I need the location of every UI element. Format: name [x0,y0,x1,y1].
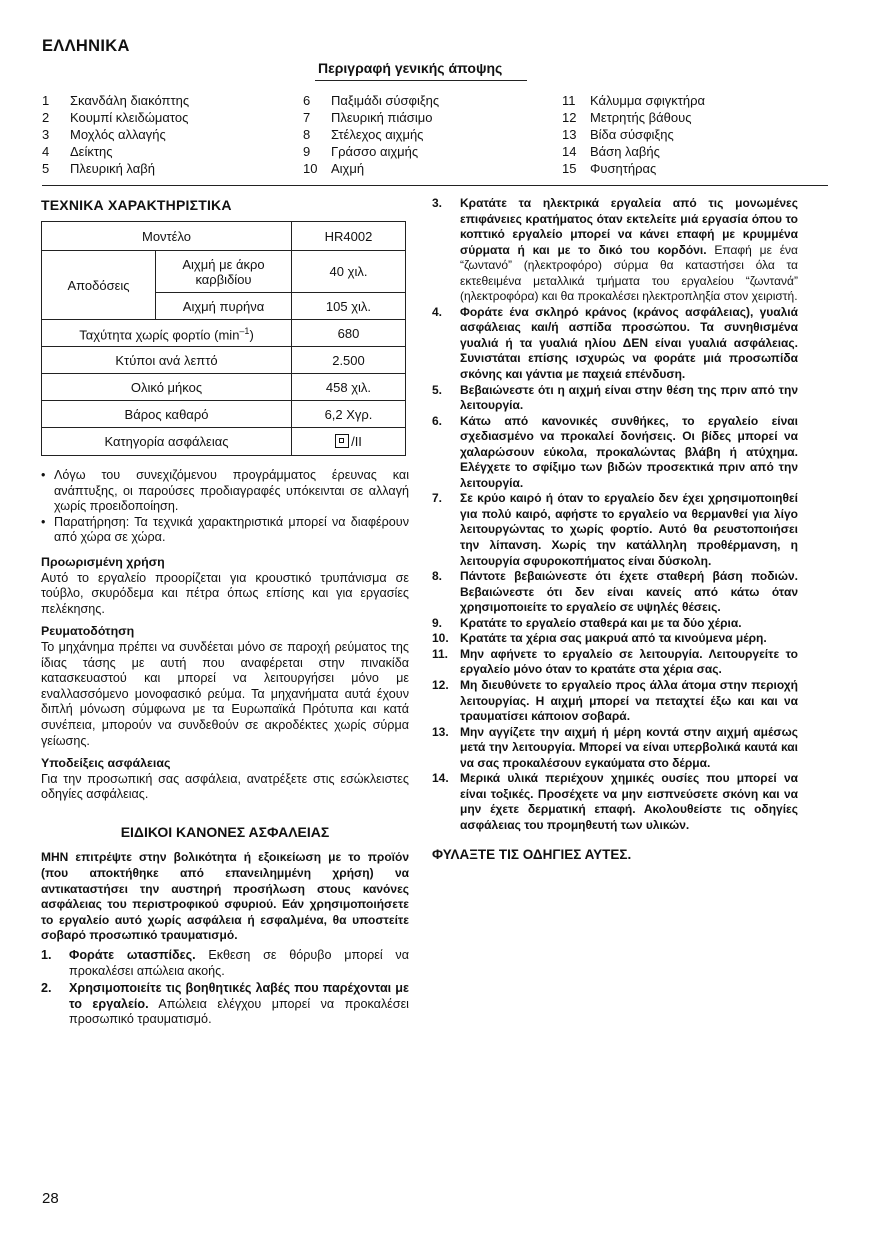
note-text: Παρατήρηση: Τα τεχνικά χαρακτηριστικά μπορεί να διαφέρουν από χώρα σε χώρα. [54,514,409,545]
part-label: Πλευρική λαβή [70,161,155,176]
list-item [432,725,798,772]
parts-column-1 [42,92,189,177]
parts-column-2 [303,92,439,177]
part-number: 15 [562,161,577,176]
list-item [562,92,705,109]
left-column [41,196,409,1028]
no-load-speed-value: 680 [292,320,406,347]
part-label: Πλευρική πιάσιμο [331,110,433,125]
part-label: Στέλεχος αιχμής [331,127,424,142]
rule-number: 4. [432,304,443,319]
part-number: 6 [303,93,311,108]
part-label: Βάση λαβής [590,144,660,159]
list-item [41,948,409,979]
list-item [42,92,189,109]
rule-text: Βεβαιώνεστε ότι η αιχμή είναι στην θέση της πριν από την λειτουργία. [460,382,798,413]
parts-column-3 [562,92,705,177]
safety-tips-text: Για την προσωπική σας ασφάλεια, ανατρέξετε στις εσώκλειστες οδηγίες ασφάλειας. [41,771,409,802]
rule-number: 12. [432,677,449,692]
rule-number: 10. [432,631,449,646]
table-row [42,428,406,456]
section-divider [42,185,828,186]
list-item [562,143,705,160]
list-item [432,383,798,414]
language-heading: ΕΛΛΗΝΙΚΑ [42,37,130,55]
rule-bold: Φοράτε ωτασπίδες. [69,948,196,963]
safety-class-text: /II [351,434,362,449]
note-text: Λόγω του συνεχιζόμενου προγράμματος έρευνας και ανάπτυξης, οι παρούσες προδιαγραφές υπόκεινται σε αλλαγή χωρίς προειδοποίηση. [54,468,409,514]
rule-text [69,981,409,1028]
table-row [42,222,406,251]
part-label: Μοχλός αλλαγής [70,127,166,142]
notes [41,468,409,546]
part-label: Αιχμή [331,161,365,176]
list-item [41,468,409,515]
list-item [432,678,798,725]
part-label: Γράσσο αιχμής [331,144,419,159]
list-item [42,109,189,126]
right-column [432,196,798,863]
part-number: 12 [562,110,577,125]
part-number: 10 [303,161,318,176]
rule-text: Κρατάτε το εργαλείο σταθερά και με τα δύο χέρια. [460,615,742,630]
list-item [432,414,798,492]
part-number: 11 [562,93,576,108]
no-load-text: Ταχύτητα χωρίς φορτίο (min [79,327,240,343]
list-item [432,771,798,833]
length-label: Ολικό μήκος [42,374,292,401]
part-number: 3 [42,127,50,142]
rule-text: Μην αγγίζετε την αιχμή ή μέρη κοντά στην αιχμή αμέσως μετά την λειτουργία. Μπορεί να είναι υπερβολικά καυτά και να σας προκαλέσουν εγκαύματα στο δέρμα. [460,724,798,770]
rule-number: 9. [432,615,443,630]
rule-plain: Επαφή με ένα “ζωντανό” (ηλεκτροφόρο) σύρμα θα καταστήσει όλα τα εκτεθειμένα μεταλλικά τμήματα του εργαλείου “ζωντανά” (ηλεκτροφόρα) και θα προκαλέσει ηλεκτροπληξία στον χειριστή. [460,242,798,304]
list-item [562,160,705,177]
weight-label: Βάρος καθαρό [42,401,292,428]
table-row [42,401,406,428]
part-number: 14 [562,144,577,159]
bullet: • [41,514,46,529]
list-item [42,126,189,143]
rule-number: 7. [432,491,443,506]
table-row [42,320,406,347]
model-label: Μοντέλο [42,222,292,251]
part-label: Παξιμάδι σύσφιξης [331,93,440,108]
rule-number: 14. [432,771,449,786]
no-load-sup: –1 [239,325,250,336]
table-row [42,251,406,293]
list-item [303,92,439,109]
overview-title: Περιγραφή γενικής άποψης [318,60,503,76]
list-item [432,616,798,632]
list-item [303,160,439,177]
rule-number: 8. [432,569,443,584]
rule-number: 5. [432,382,443,397]
part-number: 2 [42,110,50,125]
specs-title: ΤΕΧΝΙΚΑ ΧΑΡΑΚΤΗΡΙΣΤΙΚΑ [41,197,232,213]
list-item [562,126,705,143]
rule-number: 3. [432,196,443,210]
rule-text: Μη διευθύνετε το εργαλείο προς άλλα άτομα στην περιοχή λειτουργίας. Η αιχμή μπορεί να πεταχτεί έξω και και να τραυματίσει κάποιον σοβαρά. [460,677,798,724]
list-item [432,631,798,647]
bullet: • [41,468,46,482]
rule-number: 11. [432,646,449,661]
rule-text: Κρατάτε τα χέρια σας μακρυά από τα κινούμενα μέρη. [460,631,767,646]
rule-number: 2. [41,981,52,996]
list-item [303,126,439,143]
part-number: 1 [42,93,50,108]
specs-table [41,221,406,456]
list-item [432,491,798,569]
table-row [42,347,406,374]
rule-text: Κάτω από κανονικές συνθήκες, το εργαλείο είναι σχεδιασμένο να προκαλεί δονήσεις. Οι βίδες μπορεί να χαλαρώσουν εύκολα, προκαλώντας βλάβη ή ατύχημα. Ελέγχετε το σφίξιμο των βιδών προσεκτικά πριν από την λειτουργία. [460,413,798,490]
rule-text: Σε κρύο καιρό ή όταν το εργαλείο δεν έχει χρησιμοποιηθεί για πολύ καιρό, αφήστε το εργαλείο να θερμανθεί για λίγο λειτουργώντας το χωρίς φορτίο. Αυτό θα ρευστοποιήσει την λίπανση. Χωρίς την κατάλληλη προθέρμανση, η λειτουργία σφυροκοπήματος είναι δύσκολη. [460,491,798,568]
list-item [41,515,409,546]
rule-text [460,196,798,305]
special-rules-title: ΕΙΔΙΚΟΙ ΚΑΝΟΝΕΣ ΑΣΦΑΛΕΙΑΣ [120,823,330,840]
bull-point-value: 40 χιλ. [292,251,406,293]
overview-underline [315,80,527,81]
list-item [42,160,189,177]
part-label: Φυσητήρας [590,161,657,176]
safety-tips-title: Υποδείξεις ασφάλειας [41,756,171,771]
bull-point-label: Αιχμή με άκρο καρβιδίου [156,251,292,293]
list-item [432,569,798,616]
list-item [42,143,189,160]
rule-number: 6. [432,413,443,428]
no-load-speed-label [42,320,292,347]
core-bit-value: 105 χιλ. [292,293,406,320]
intended-use-text: Αυτό το εργαλείο προορίζεται για κρουστικό τρυπάνισμα σε τούβλο, σκυρόδεμα και πέτρα όπως επίσης και για εργασίες πελέκησης. [41,570,409,616]
rule-bold: Χρησιμοποιείτε τις βοηθητικές λαβές που παρέχονται με το εργαλείο. [69,981,409,1011]
rule-bold: Κρατάτε τα ηλεκτρικά εργαλεία από τις μονωμένες επιφάνειες κρατήματος όταν εκτελείτε μιά εργασία όπου το κοπτικό εργαλείο μπορεί να κάνει επαφή με κρυμμένα σύρματα ή και με το δικό του κορδόνι. [460,196,798,257]
list-item [303,143,439,160]
core-bit-label: Αιχμή πυρήνα [156,293,292,320]
rule-number: 13. [432,724,449,739]
part-number: 7 [303,110,311,125]
list-item [303,109,439,126]
part-label: Σκανδάλη διακόπτης [70,93,190,108]
power-supply-text: Το μηχάνημα πρέπει να συνδέεται μόνο σε παροχή ρεύματος της ίδιας τάσης με αυτή που αναφέρεται στην πινακίδα κατασκευαστού και μπορεί να λειτουργήσει μόνο με εναλλασσόμενο μονοφασικό ρεύμα. Τα μηχανήματα αυτά έχουν διπλή μόνωση σύμφωνα με τα Ευρωπαϊκά Πρότυπα και κατά συνέπεια, μπορούν να συνδεθούν σε ακροδέκτες χωρίς σύρμα γείωσης. [41,639,409,748]
rule-text: Μην αφήνετε το εργαλείο σε λειτουργία. Λειτουργείτε το εργαλείο μόνο όταν το κρατάτε στα χέρια σας. [460,646,798,677]
part-number: 4 [42,144,50,159]
part-label: Δείκτης [70,144,113,159]
rule-text: Πάντοτε βεβαιώνεστε ότι έχετε σταθερή βάση ποδιών. Βεβαιώνεστε ότι δεν είναι κανείς από κάτω όταν χρησιμοποιείτε το εργαλείο σε υψηλές θέσεις. [460,569,798,615]
model-value: HR4002 [292,222,406,251]
intended-use-title: Προωρισμένη χρήση [41,554,165,569]
rule-text: Μερικά υλικά περιέχουν χημικές ουσίες που μπορεί να είναι τοξικές. Προσέχετε να μην εισπνεύσετε σκόνη και να μην έχετε δερματική επαφή. Ακολουθείστε τις οδηγίες ασφάλειας του προμηθευτή των υλικών. [460,771,798,832]
part-number: 9 [303,144,311,159]
bpm-label: Κτύποι ανά λεπτό [42,347,292,374]
capacities-label: Αποδόσεις [42,251,156,320]
part-label: Κουμπί κλειδώματος [70,110,189,125]
keep-instructions: ΦΥΛΑΞΤΕ ΤΙΣ ΟΔΗΓΙΕΣ ΑΥΤΕΣ. [432,847,632,863]
part-label: Κάλυμμα σφιγκτήρα [590,93,706,108]
part-number: 13 [562,127,577,142]
list-item [432,305,798,383]
rule-plain: Εκθεση σε θόρυβο μπορεί να προκαλέσει απώλεια ακοής. [69,948,409,978]
part-label: Μετρητής βάθους [590,110,692,125]
safety-class-label: Κατηγορία ασφάλειας [42,428,292,456]
part-number: 8 [303,127,311,142]
special-rules-warning: ΜΗΝ επιτρέψτε στην βολικότητα ή εξοικείωση με το προϊόν (που αποκτήθηκε από επανειλημμένη χρήση) να αντικαταστήσει την αυστηρή προσήλωση στους κανόνες ασφάλειας του περιστροφικού σφυριού. Εάν χρησιμοποιήσετε το εργαλείο αυτό χωρίς ασφάλεια ή εσφαλμένα, θα υποστείτε σοβαρό προσωπικό τραυματισμό. [41,850,409,943]
bpm-value: 2.500 [292,347,406,374]
page-number: 28 [42,1190,59,1207]
list-item [41,981,409,1028]
power-supply-title: Ρευματοδότηση [41,624,135,639]
no-load-close: ) [249,327,254,343]
length-value: 458 χιλ. [292,374,406,401]
rule-text: Φοράτε ένα σκληρό κράνος (κράνος ασφάλειας), γυαλιά ασφάλειας και/ή ασπίδα προσώπου. Τα συνηθισμένα γυαλιά ή τα γυαλιά ηλίου ΔΕΝ είναι γυαλιά ασφάλειας. Συνιστάται επίσης ισχυρώς να φοράτε μιά προσωπίδα σκόνης και γάντια με παχειά επένδυση. [460,304,798,382]
part-label: Βίδα σύσφιξης [590,127,674,142]
double-insulation-icon [335,434,349,448]
rule-text [69,948,409,979]
safety-class-value [292,428,406,456]
list-item [432,196,798,305]
rule-plain: Απώλεια ελέγχου μπορεί να προκαλέσει προσωπικό τραυματισμό. [69,996,409,1027]
weight-value: 6,2 Χγρ. [292,401,406,428]
list-item [562,109,705,126]
table-row [42,374,406,401]
part-number: 5 [42,161,50,176]
rule-number: 1. [41,948,52,963]
list-item [432,647,798,678]
